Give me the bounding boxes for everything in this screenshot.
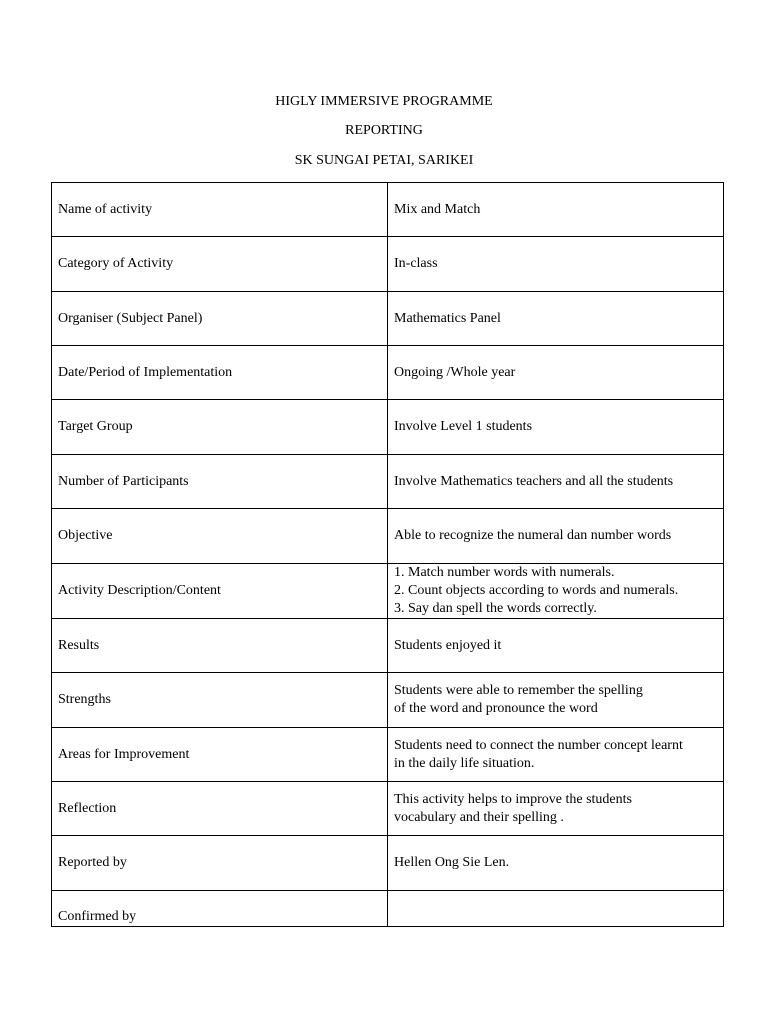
row-label: Confirmed by [52, 891, 388, 927]
table-row [52, 292, 724, 346]
row-value: Ongoing /Whole year [388, 346, 724, 400]
row-value: Students were able to remember the spelling of the word and pronounce the word [388, 673, 724, 728]
row-label: Name of activity [52, 183, 388, 237]
report-subtitle: REPORTING [345, 123, 423, 138]
row-value: Mix and Match [388, 183, 724, 237]
table-row [52, 400, 724, 455]
row-value: Involve Level 1 students [388, 400, 724, 455]
row-value: Students need to connect the number concept learnt in the daily life situation. [388, 728, 724, 782]
table-row [52, 455, 724, 509]
table-row [52, 509, 724, 564]
table-row [52, 237, 724, 292]
table-row [52, 782, 724, 836]
table-row [52, 183, 724, 237]
row-label: Organiser (Subject Panel) [52, 292, 388, 346]
row-value: In-class [388, 237, 724, 292]
row-label: Target Group [52, 400, 388, 455]
table-row [52, 619, 724, 673]
row-label: Areas for Improvement [52, 728, 388, 782]
table-row [52, 673, 724, 728]
row-label: Date/Period of Implementation [52, 346, 388, 400]
row-label: Results [52, 619, 388, 673]
row-label: Objective [52, 509, 388, 564]
row-value [388, 891, 724, 927]
table-row [52, 346, 724, 400]
row-value: Involve Mathematics teachers and all the students [388, 455, 724, 509]
school-name: SK SUNGAI PETAI, SARIKEI [294, 153, 474, 168]
row-label: Reported by [52, 836, 388, 891]
row-value: Students enjoyed it [388, 619, 724, 673]
row-value: Hellen Ong Sie Len. [388, 836, 724, 891]
row-label: Reflection [52, 782, 388, 836]
row-label: Number of Participants [52, 455, 388, 509]
row-value: Mathematics Panel [388, 292, 724, 346]
table-row [52, 836, 724, 891]
table-row [52, 564, 724, 619]
row-label: Strengths [52, 673, 388, 728]
table-row [52, 728, 724, 782]
row-label: Activity Description/Content [52, 564, 388, 619]
row-value: 1. Match number words with numerals. 2. Count objects according to words and numerals. 3. Say dan spell the words correctly. [388, 564, 724, 619]
row-value: This activity helps to improve the students vocabulary and their spelling . [388, 782, 724, 836]
programme-title: HIGLY IMMERSIVE PROGRAMME [275, 94, 493, 109]
table-row [52, 891, 724, 927]
row-value: Able to recognize the numeral dan number words [388, 509, 724, 564]
report-table [51, 182, 724, 927]
row-label: Category of Activity [52, 237, 388, 292]
